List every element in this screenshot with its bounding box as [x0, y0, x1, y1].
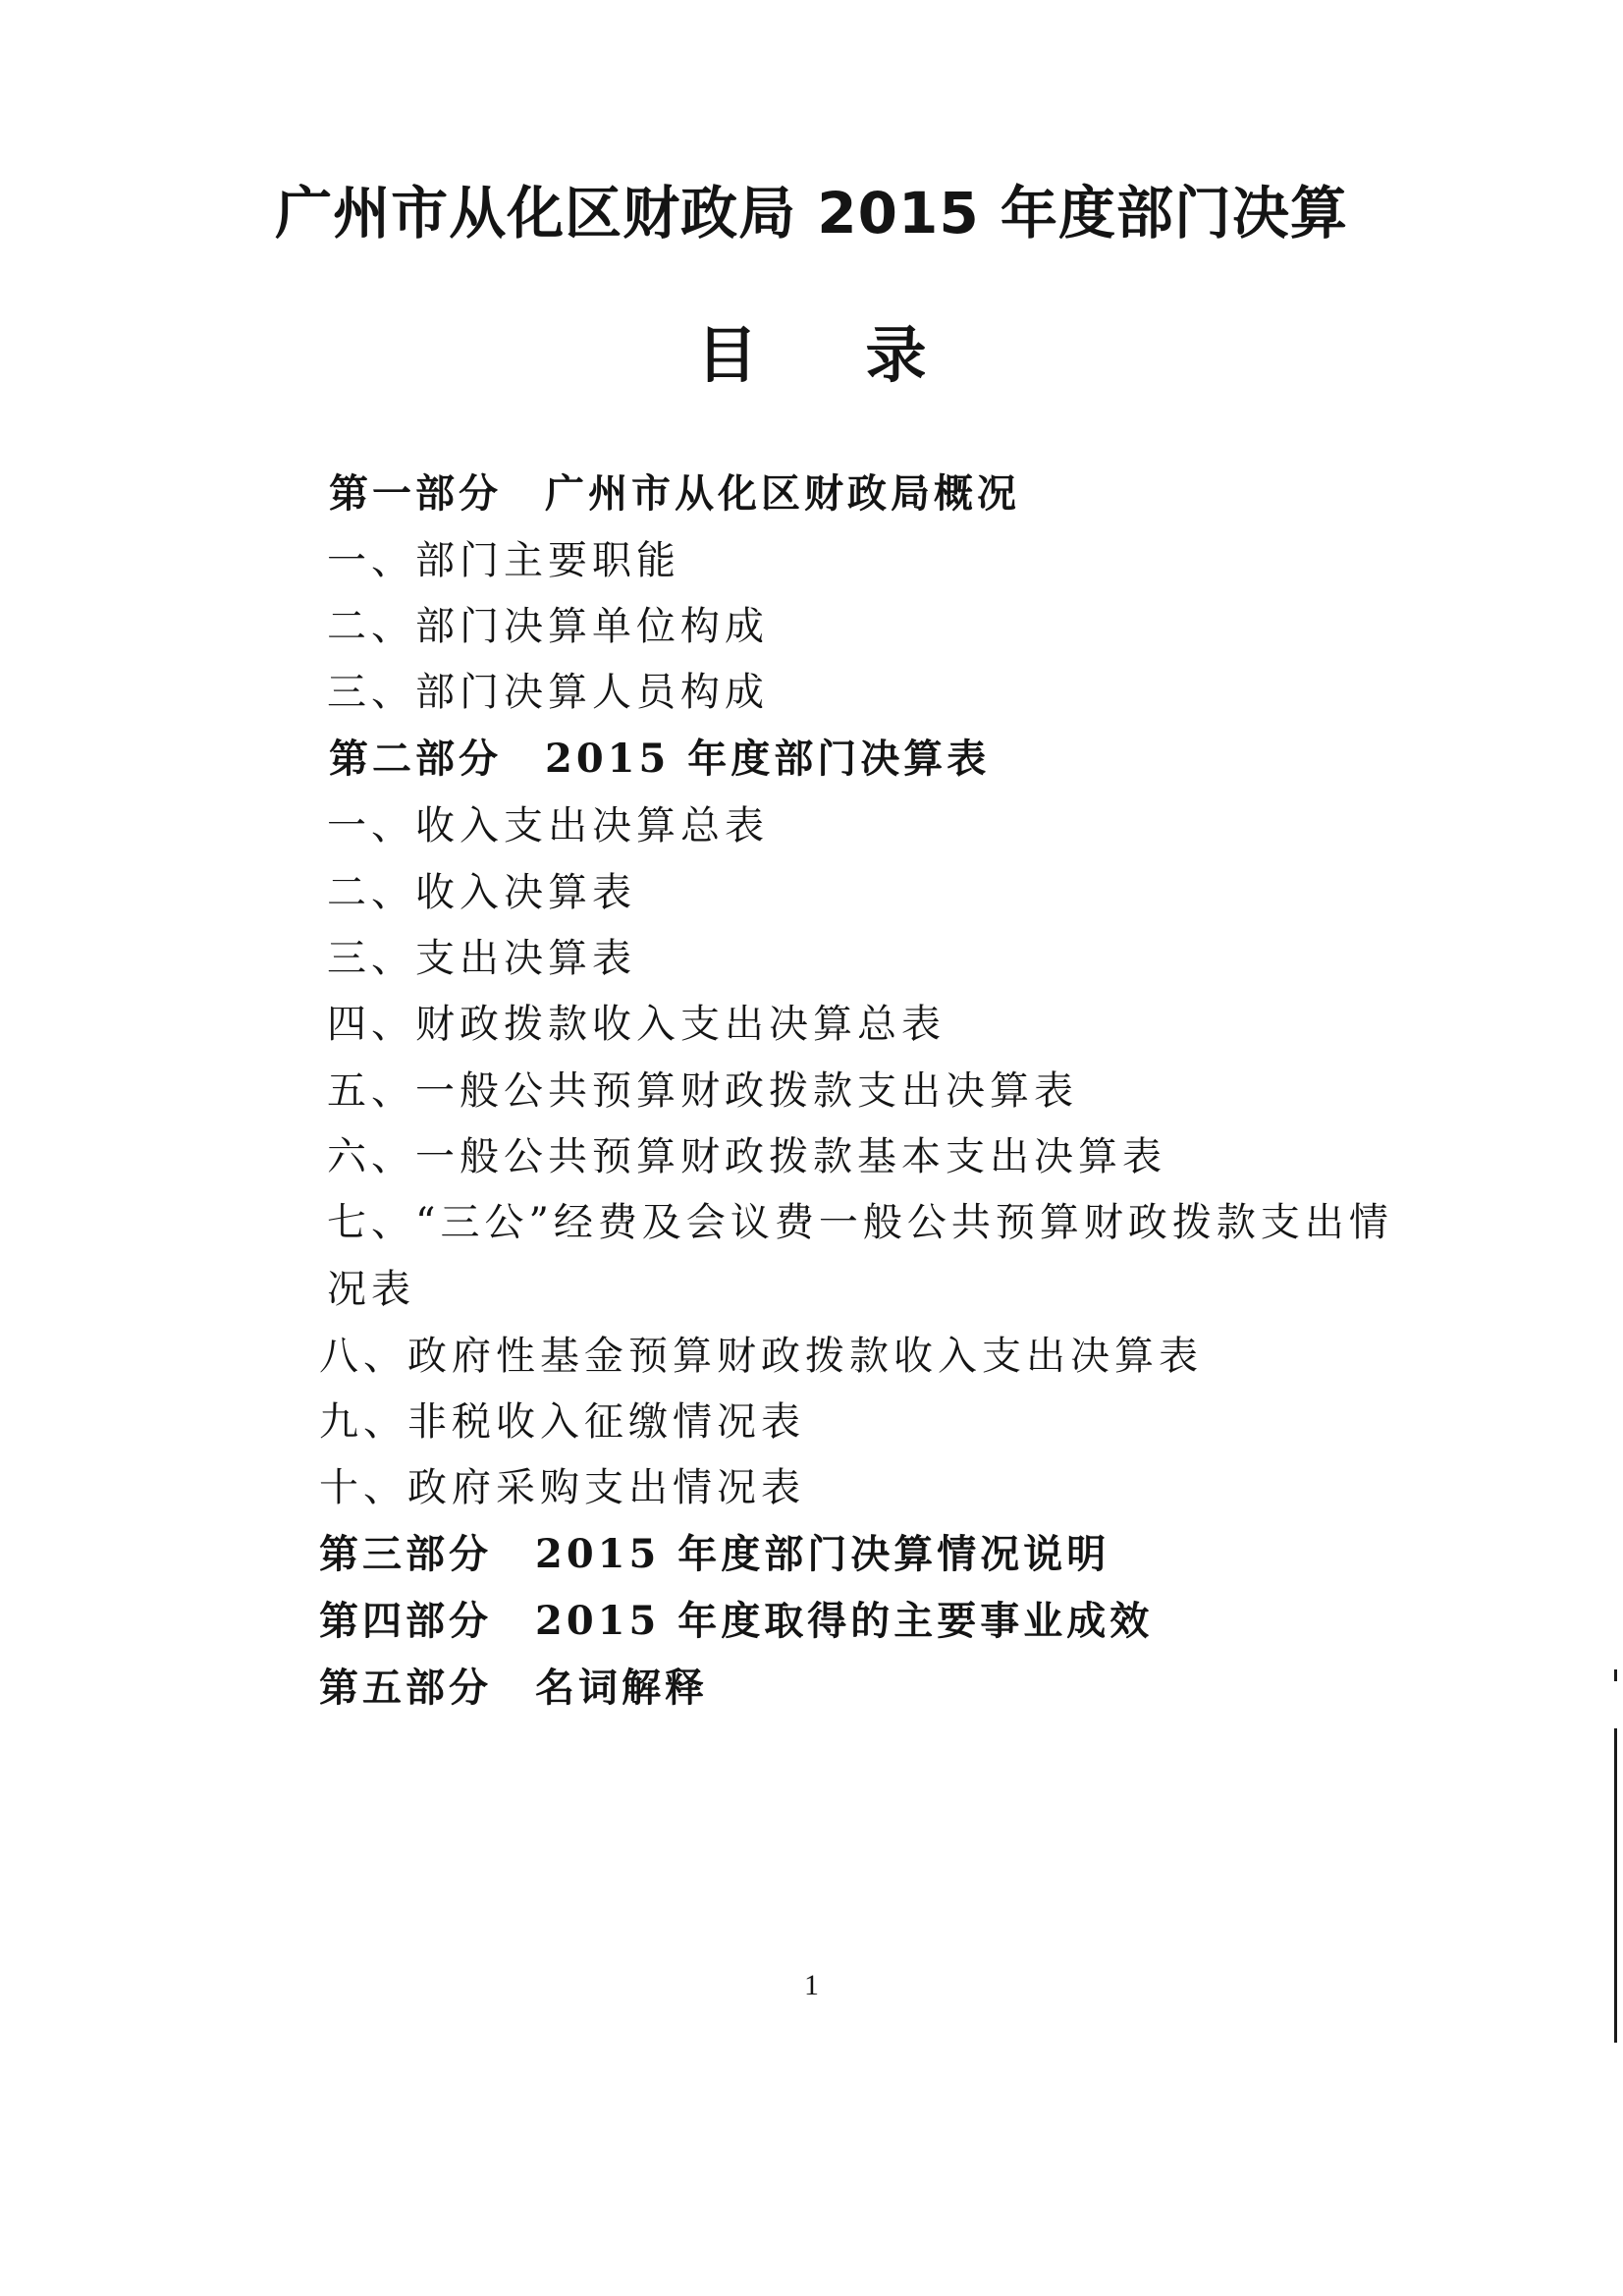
toc-item: 况表 — [327, 1267, 415, 1312]
toc-item: 一、收入支出决算总表 — [327, 803, 769, 848]
toc-item: 十、政府采购支出情况表 — [319, 1465, 805, 1510]
toc-part-title: 名词解释 — [535, 1665, 708, 1711]
toc-part-label: 第四部分 — [319, 1598, 492, 1644]
document-title: 广州市从化区财政局 2015 年度部门决算 — [275, 180, 1348, 246]
toc-part-title: 2015 年度部门决算表 — [545, 736, 991, 782]
page-number: 1 — [804, 1969, 819, 2001]
toc-part-title: 广州市从化区财政局概况 — [545, 470, 1020, 517]
toc-part-label: 第三部分 — [319, 1531, 492, 1577]
toc-item: 三、支出决算表 — [327, 936, 636, 981]
toc-item: 九、非税收入征缴情况表 — [319, 1399, 805, 1445]
toc-part-heading — [319, 1597, 1153, 1646]
toc-part-label: 第二部分 — [329, 736, 502, 782]
toc-item: 四、财政拨款收入支出决算总表 — [327, 1002, 946, 1047]
toc-part-title: 2015 年度部门决算情况说明 — [535, 1531, 1110, 1577]
toc-item: 七、“三公”经费及会议费一般公共预算财政拨款支出情 — [327, 1200, 1393, 1245]
toc-item: 五、一般公共预算财政拨款支出决算表 — [327, 1068, 1078, 1114]
toc-part-label: 第一部分 — [329, 470, 502, 517]
toc-part-heading — [319, 1664, 708, 1713]
toc-item: 六、一般公共预算财政拨款基本支出决算表 — [327, 1134, 1166, 1179]
toc-item: 二、收入决算表 — [327, 870, 636, 915]
toc-part-title: 2015 年度取得的主要事业成效 — [535, 1598, 1154, 1644]
toc-item: 八、政府性基金预算财政拨款收入支出决算表 — [319, 1334, 1203, 1379]
toc-heading: 目录 — [696, 319, 1035, 391]
toc-part-label: 第五部分 — [319, 1665, 492, 1711]
toc-part-heading — [329, 735, 990, 784]
toc-item: 一、部门主要职能 — [327, 538, 680, 583]
toc-part-heading — [319, 1530, 1109, 1579]
toc-part-heading — [329, 469, 1020, 519]
scan-edge-mark — [1614, 1669, 1617, 1681]
scan-edge-mark — [1614, 1728, 1617, 2043]
toc-item: 三、部门决算人员构成 — [327, 670, 769, 715]
toc-item: 二、部门决算单位构成 — [327, 604, 769, 649]
